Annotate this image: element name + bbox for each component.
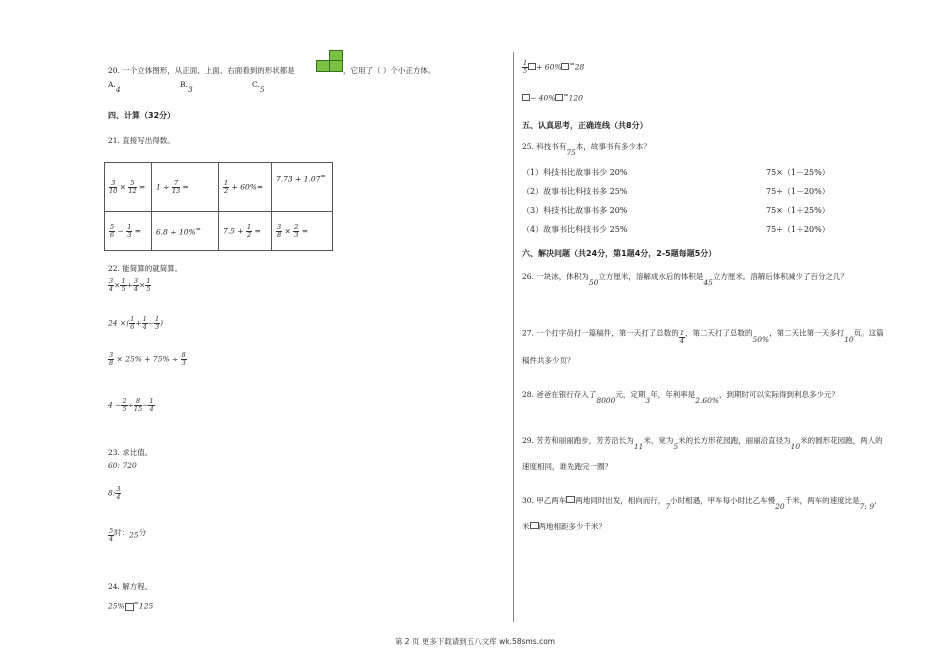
q20-option-c[interactable]: C.5 — [252, 80, 265, 94]
q24-expr-b: $\frac{1}{5}$ + 60% =28 — [523, 59, 585, 75]
match-left-2[interactable]: （2）故事书比科技书多 25% — [522, 187, 628, 196]
q30-text: 30. 甲乙两车 两地同时出发，相向而行，7小时相遇，甲车每小时比乙车慢20千米，两车的速度比是7: 9， — [522, 496, 882, 511]
calc-cell[interactable]: 6.8 ÷ 10%= — [152, 212, 219, 251]
q23-text: 23. 求比值。 — [108, 448, 153, 457]
q24-expr-a: 25% =125 — [108, 600, 154, 611]
match-right-3[interactable]: 75×（1＋25%） — [766, 206, 830, 215]
q25-text: 25. 科技书有75本，故事书有多少本？ — [522, 142, 651, 157]
q27-text-cont: 稿件共多少页？ — [522, 356, 575, 365]
q22-expr-b: 24 ×( $\frac{1}{6}$ + $\frac{1}{4}$ − $\frac{1}{3}$ ) — [108, 315, 164, 331]
q29-text-cont: 速度相同，谁先跑完一圈？ — [522, 462, 612, 471]
calc-cell[interactable]: $\frac{1}{2}$ + 60%= — [219, 163, 272, 212]
match-right-1[interactable]: 75×（1－25%） — [766, 168, 830, 177]
match-left-1[interactable]: （1）科技书比故事书少 20% — [522, 168, 628, 177]
q23-expr-a: 60: 720 — [108, 461, 137, 470]
section-6-title: 六、解决问题（共24分，第1题4分，2-5题每题5分） — [522, 249, 717, 258]
calc-cell[interactable]: $\frac{5}{6}$ − $\frac{1}{3}$ = — [105, 212, 152, 251]
q22-expr-c: $\frac{3}{8}$ × 25% + 75% ÷ $\frac{8}{3}$ — [109, 351, 186, 367]
q29-text: 29. 芳芳和丽丽跑步，芳芳沿长为11米，宽为5米的长方形花园跑，丽丽沿直径为10米的圆形花园跑，两人的 — [522, 436, 883, 451]
calc-cell[interactable]: 1 ÷ $\frac{7}{13}$ = — [152, 163, 219, 212]
q23-expr-c: $\frac{5}{4}$ 时：25分 — [109, 527, 147, 543]
calc-cell[interactable]: $\frac{3}{10}$ × $\frac{5}{12}$ = — [105, 163, 152, 212]
match-right-2[interactable]: 75÷（1－20%） — [766, 187, 830, 196]
calc-table — [104, 162, 333, 251]
calc-cell[interactable]: $\frac{3}{8}$ × $\frac{2}{3}$ = — [272, 212, 333, 251]
q23-expr-b: 8: $\frac{3}{4}$ — [108, 485, 121, 501]
q28-text: 28. 爸爸在银行存入了8000元，定期3年，年利率是2.60%，到期时可以实际得到利息多少元？ — [522, 390, 840, 405]
q27-text: 27. 一个打字员打一篇稿件，第一天打了总数的 $\frac{1}{4}$ ，第二天打了总数的50%，第二天比第一天多打10页。这篇 — [522, 328, 884, 345]
calc-cell[interactable]: 7.5 + $\frac{1}{2}$ = — [219, 212, 272, 251]
q24-expr-c: − 40% =120 — [522, 92, 583, 103]
q26-text: 26. 一块冰，体积为50立方厘米，溶解成水后的体积是45立方厘米。溶解后体积减少了百分之几？ — [522, 272, 848, 287]
q21-text: 21. 直接写出得数。 — [108, 136, 175, 145]
q20-tail: ，它用了（ ）个小正方体。 — [343, 66, 436, 75]
section-5-title: 五、认真思考，正确连线（共8分） — [522, 121, 648, 130]
section-4-title: 四、计算（32分） — [108, 111, 176, 120]
match-left-3[interactable]: （3）科技书比故事书多 20% — [522, 206, 628, 215]
column-divider — [513, 52, 514, 622]
q20-text: 20. 一个立体图形，从正面、上面、右面看到的形状都是 — [108, 66, 295, 75]
q22-text: 22. 能简算的就简算。 — [108, 264, 183, 273]
match-right-4[interactable]: 75÷（1＋20%） — [766, 225, 830, 234]
page-footer: 第 2 页 更多下载请到五八文库 wk.58sms.com — [394, 637, 556, 646]
q22-expr-a: $\frac{3}{4}$ × $\frac{1}{5}$ + $\frac{3}{4}$ × $\frac{1}{5}$ — [109, 277, 151, 293]
q22-expr-d: 4 − $\frac{2}{5}$ ÷ $\frac{8}{15}$ − $\frac{1}{4}$ — [108, 397, 154, 413]
q24-text: 24. 解方程。 — [108, 582, 153, 591]
q20-option-b[interactable]: B.3 — [180, 80, 193, 94]
match-left-4[interactable]: （4）故事书比科技书少 25% — [522, 225, 628, 234]
q20-option-a[interactable]: A.4 — [108, 80, 121, 94]
q30-text-cont: 米 两地相距多少千米？ — [522, 522, 606, 531]
calc-cell[interactable]: 7.73 + 1.07= — [272, 163, 333, 212]
